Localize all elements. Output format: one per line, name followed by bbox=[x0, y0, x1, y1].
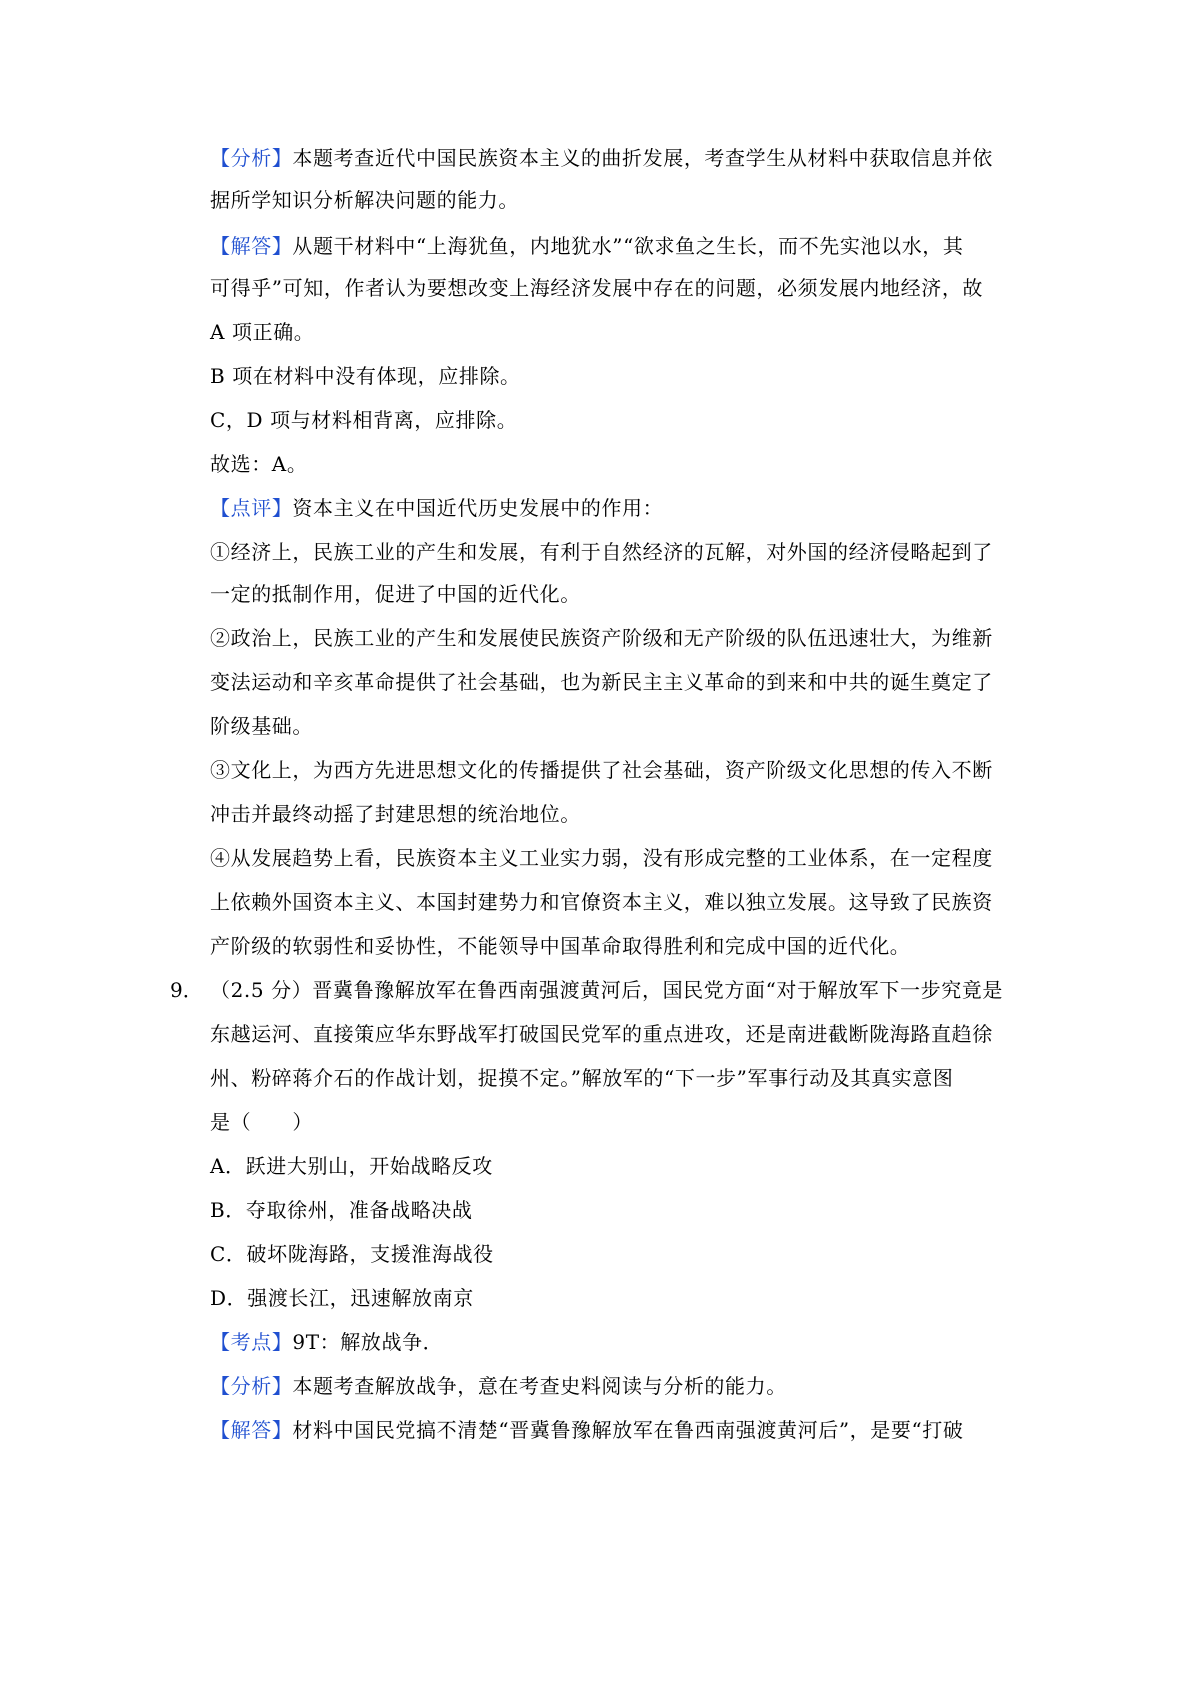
answer-1-line-1: 【解答】从题干材料中“上海犹鱼，内地犹水”“欲求鱼之生长，而不先实池以水，其 bbox=[210, 234, 964, 258]
question-9-answer: 【解答】材料中国民党搞不清楚“晋冀鲁豫解放军在鲁西南强渡黄河后”，是要“打破 bbox=[210, 1418, 964, 1442]
comment-1-line-2: ①经济上，民族工业的产生和发展，有利于自然经济的瓦解，对外国的经济侵略起到了 bbox=[210, 540, 993, 564]
question-9-analysis: 【分析】本题考查解放战争，意在考查史料阅读与分析的能力。 bbox=[210, 1374, 787, 1398]
comment-1-line-9: ④从发展趋势上看，民族资本主义工业实力弱，没有形成完整的工业体系，在一定程度 bbox=[210, 846, 993, 870]
answer-1-line-3: A 项正确。 bbox=[210, 320, 315, 344]
question-9-stem-line-2: 东越运河、直接策应华东野战军打破国民党军的重点进攻，还是南进截断陇海路直趋徐 bbox=[210, 1022, 993, 1046]
comment-1-line-4: ②政治上，民族工业的产生和发展使民族资产阶级和无产阶级的队伍迅速壮大，为维新 bbox=[210, 626, 993, 650]
question-9-stem-line-3: 州、粉碎蒋介石的作战计划，捉摸不定。”解放军的“下一步”军事行动及其真实意图 bbox=[210, 1066, 954, 1090]
kaodian-tag: 【考点】 bbox=[210, 1330, 293, 1354]
comment-1-line-3: 一定的抵制作用，促进了中国的近代化。 bbox=[210, 582, 581, 606]
comment-1-line-5: 变法运动和辛亥革命提供了社会基础，也为新民主主义革命的到来和中共的诞生奠定了 bbox=[210, 670, 993, 694]
option-b: B．夺取徐州，准备战略决战 bbox=[210, 1198, 473, 1222]
analysis-1-line-2: 据所学知识分析解决问题的能力。 bbox=[210, 188, 519, 212]
question-9-kaodian: 【考点】9T：解放战争． bbox=[210, 1330, 444, 1354]
option-c: C．破坏陇海路，支援淮海战役 bbox=[210, 1242, 494, 1266]
question-9-number: 9． bbox=[170, 978, 203, 1002]
analysis-1-line-1: 【分析】本题考查近代中国民族资本主义的曲折发展，考查学生从材料中获取信息并依 bbox=[210, 146, 993, 170]
comment-1-line-7: ③文化上，为西方先进思想文化的传播提供了社会基础，资产阶级文化思想的传入不断 bbox=[210, 758, 993, 782]
option-d: D．强渡长江，迅速解放南京 bbox=[210, 1286, 474, 1310]
answer-1-line-2: 可得乎”可知，作者认为要想改变上海经济发展中存在的问题，必须发展内地经济，故 bbox=[210, 276, 984, 300]
option-a: A．跃进大别山，开始战略反攻 bbox=[210, 1154, 493, 1178]
comment-1-line-8: 冲击并最终动摇了封建思想的统治地位。 bbox=[210, 802, 581, 826]
question-9-stem-line-1: （2.5 分）晋冀鲁豫解放军在鲁西南强渡黄河后，国民党方面“对于解放军下一步究竟是 bbox=[210, 978, 1003, 1002]
answer-1-line-4: B 项在材料中没有体现，应排除。 bbox=[210, 364, 521, 388]
question-9-stem-line-4: 是（ ） bbox=[210, 1110, 313, 1134]
analysis-tag: 【分析】 bbox=[210, 146, 293, 170]
answer-tag: 【解答】 bbox=[210, 234, 293, 258]
answer-1-line-6: 故选：A。 bbox=[210, 452, 308, 476]
comment-1-line-11: 产阶级的软弱性和妥协性，不能领导中国革命取得胜利和完成中国的近代化。 bbox=[210, 934, 911, 958]
comment-1-line-10: 上依赖外国资本主义、本国封建势力和官僚资本主义，难以独立发展。这导致了民族资 bbox=[210, 890, 993, 914]
answer-tag: 【解答】 bbox=[210, 1418, 293, 1442]
comment-1-line-6: 阶级基础。 bbox=[210, 714, 313, 738]
comment-tag: 【点评】 bbox=[210, 496, 293, 520]
analysis-tag: 【分析】 bbox=[210, 1374, 293, 1398]
comment-1-line-1: 【点评】资本主义在中国近代历史发展中的作用： bbox=[210, 496, 664, 520]
answer-1-line-5: C，D 项与材料相背离，应排除。 bbox=[210, 408, 518, 432]
